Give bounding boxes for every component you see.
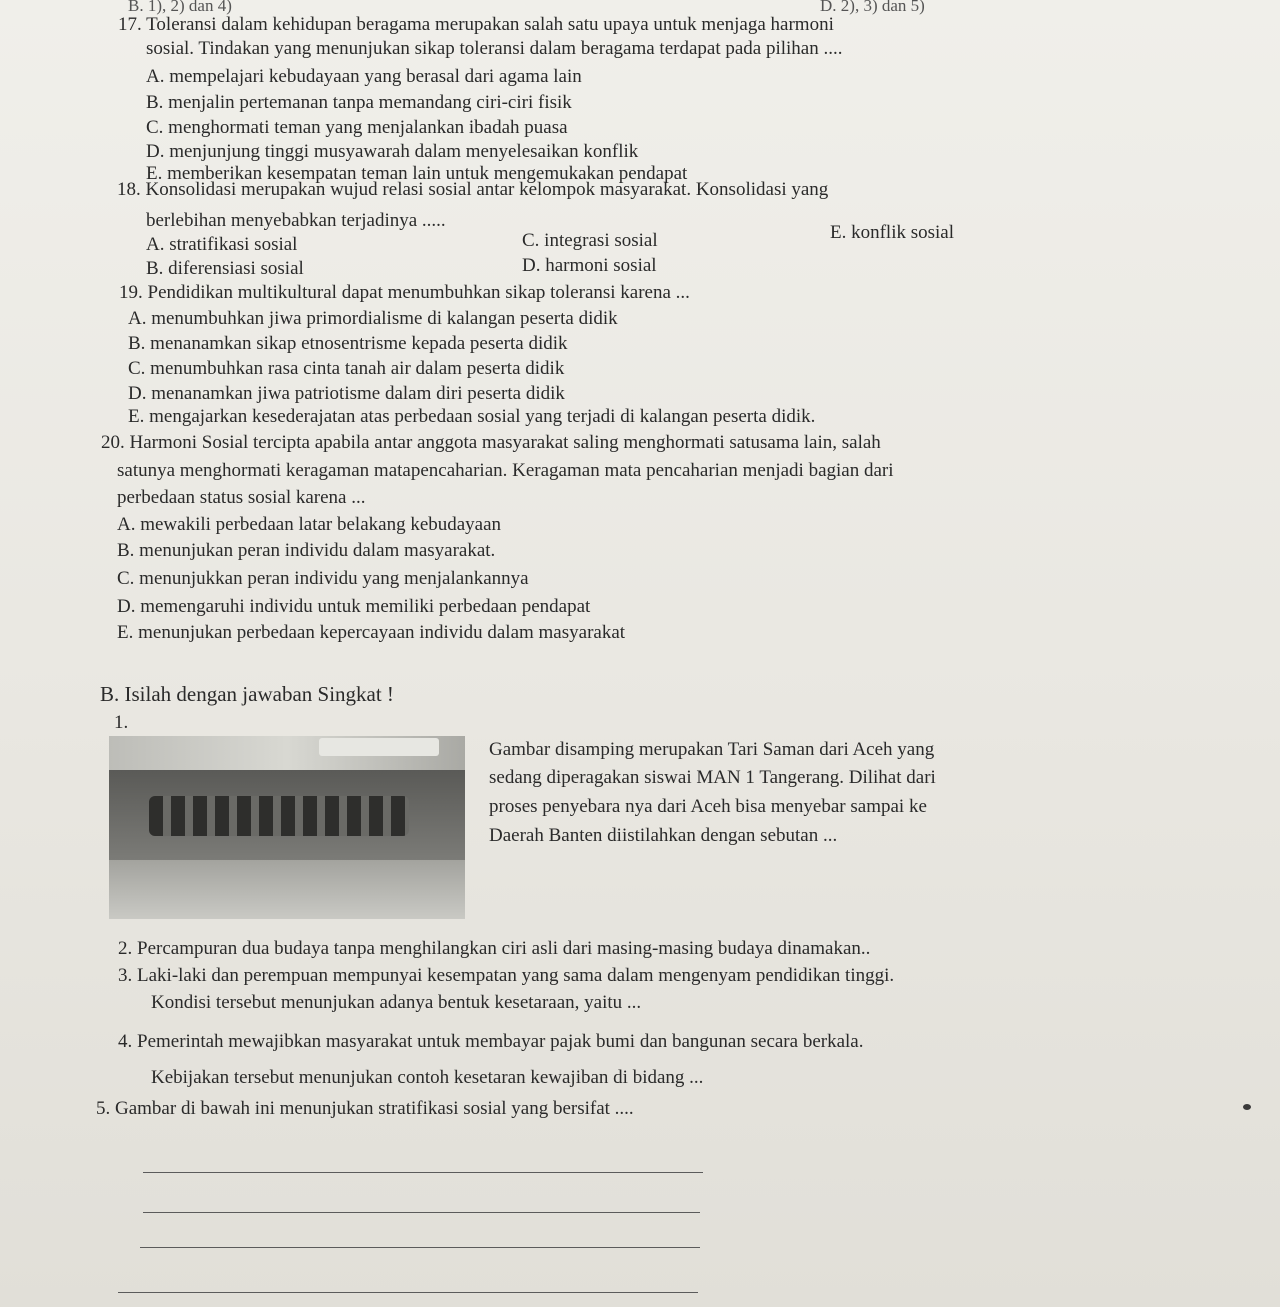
q19-option-d: D. menanamkan jiwa patriotisme dalam diri peserta didik: [128, 383, 565, 404]
q17-option-c: C. menghormati teman yang menjalankan ibadah puasa: [146, 117, 568, 138]
q17-option-a: A. mempelajari kebudayaan yang berasal dari agama lain: [146, 66, 582, 87]
q20-stem-line1: 20. Harmoni Sosial tercipta apabila antar anggota masyarakat saling menghormati satusama lain, salah: [101, 432, 881, 453]
prev-options-left: B. 1), 2) dan 4): [128, 0, 232, 15]
ink-dot: [1243, 1104, 1251, 1110]
section-b-q2: 2. Percampuran dua budaya tanpa menghilangkan ciri asli dari masing-masing budaya dinamakan..: [118, 938, 871, 959]
q17-stem-line1: 17. Toleransi dalam kehidupan beragama merupakan salah satu upaya untuk menjaga harmoni: [118, 14, 834, 35]
section-b-q4-line1: 4. Pemerintah mewajibkan masyarakat untuk membayar pajak bumi dan bangunan secara berkala.: [118, 1031, 864, 1052]
q18-option-e: E. konflik sosial: [830, 222, 955, 243]
photo-dancers: [149, 796, 409, 836]
photo-floor: [109, 860, 465, 919]
answer-line-3: [140, 1247, 700, 1248]
q18-stem-line2: berlebihan menyebabkan terjadinya .....: [146, 210, 446, 231]
q19-option-b: B. menanamkan sikap etnosentrisme kepada peserta didik: [128, 333, 568, 354]
answer-line-4: [118, 1292, 698, 1293]
q17-option-d: D. menjunjung tinggi musyawarah dalam menyelesaikan konflik: [146, 141, 639, 162]
section-b-q1-line1: Gambar disamping merupakan Tari Saman dari Aceh yang: [489, 739, 935, 760]
q20-option-a: A. mewakili perbedaan latar belakang kebudayaan: [117, 514, 502, 535]
q17-option-b: B. menjalin pertemanan tanpa memandang ciri-ciri fisik: [146, 92, 572, 113]
prev-options-right: D. 2), 3) dan 5): [820, 0, 925, 15]
tari-saman-photo: [109, 736, 465, 919]
q20-option-c: C. menunjukkan peran individu yang menjalankannya: [117, 568, 529, 589]
section-b-heading: B. Isilah dengan jawaban Singkat !: [100, 682, 394, 706]
q20-option-e: E. menunjukan perbedaan kepercayaan individu dalam masyarakat: [117, 622, 626, 643]
photo-banner: [319, 738, 439, 756]
q18-option-b: B. diferensiasi sosial: [146, 258, 304, 279]
q17-option-e: E. memberikan kesempatan teman lain untuk mengemukakan pendapat: [146, 163, 688, 184]
section-b-q3-line2: Kondisi tersebut menunjukan adanya bentuk kesetaraan, yaitu ...: [151, 992, 642, 1013]
q20-option-d: D. memengaruhi individu untuk memiliki perbedaan pendapat: [117, 596, 591, 617]
section-b-q1-line2: sedang diperagakan siswai MAN 1 Tangerang. Dilihat dari: [489, 767, 936, 788]
q20-stem-line2: satunya menghormati keragaman matapencaharian. Keragaman mata pencaharian menjadi bagian dari: [117, 460, 894, 481]
section-b-q3-line1: 3. Laki-laki dan perempuan mempunyai kesempatan yang sama dalam mengenyam pendidikan tinggi.: [118, 965, 895, 986]
q20-stem-line3: perbedaan status sosial karena ...: [117, 487, 366, 508]
section-b-q1-number: 1.: [114, 712, 129, 733]
q19-option-e: E. mengajarkan kesederajatan atas perbedaan sosial yang terjadi di kalangan peserta didik.: [128, 406, 816, 427]
q19-stem: 19. Pendidikan multikultural dapat menumbuhkan sikap toleransi karena ...: [119, 282, 690, 303]
q19-option-a: A. menumbuhkan jiwa primordialisme di kalangan peserta didik: [128, 308, 618, 329]
section-b-q1-line3: proses penyebara nya dari Aceh bisa menyebar sampai ke: [489, 796, 927, 817]
q18-option-d: D. harmoni sosial: [522, 255, 657, 276]
q18-stem-line1: 18. Konsolidasi merupakan wujud relasi sosial antar kelompok masyarakat. Konsolidasi yang: [117, 179, 829, 200]
answer-line-1: [143, 1172, 703, 1173]
section-b-q4-line2: Kebijakan tersebut menunjukan contoh kesetaran kewajiban di bidang ...: [151, 1067, 704, 1088]
q20-option-b: B. menunjukan peran individu dalam masyarakat.: [117, 540, 496, 561]
q17-stem-line2: sosial. Tindakan yang menunjukan sikap toleransi dalam beragama terdapat pada pilihan ....: [146, 38, 843, 59]
answer-line-2: [143, 1212, 700, 1213]
section-b-q1-line4: Daerah Banten diistilahkan dengan sebutan ...: [489, 825, 838, 846]
q19-option-c: C. menumbuhkan rasa cinta tanah air dalam peserta didik: [128, 358, 565, 379]
q18-option-a: A. stratifikasi sosial: [146, 234, 298, 255]
section-b-q5: 5. Gambar di bawah ini menunjukan stratifikasi sosial yang bersifat ....: [96, 1098, 634, 1119]
q18-option-c: C. integrasi sosial: [522, 230, 658, 251]
